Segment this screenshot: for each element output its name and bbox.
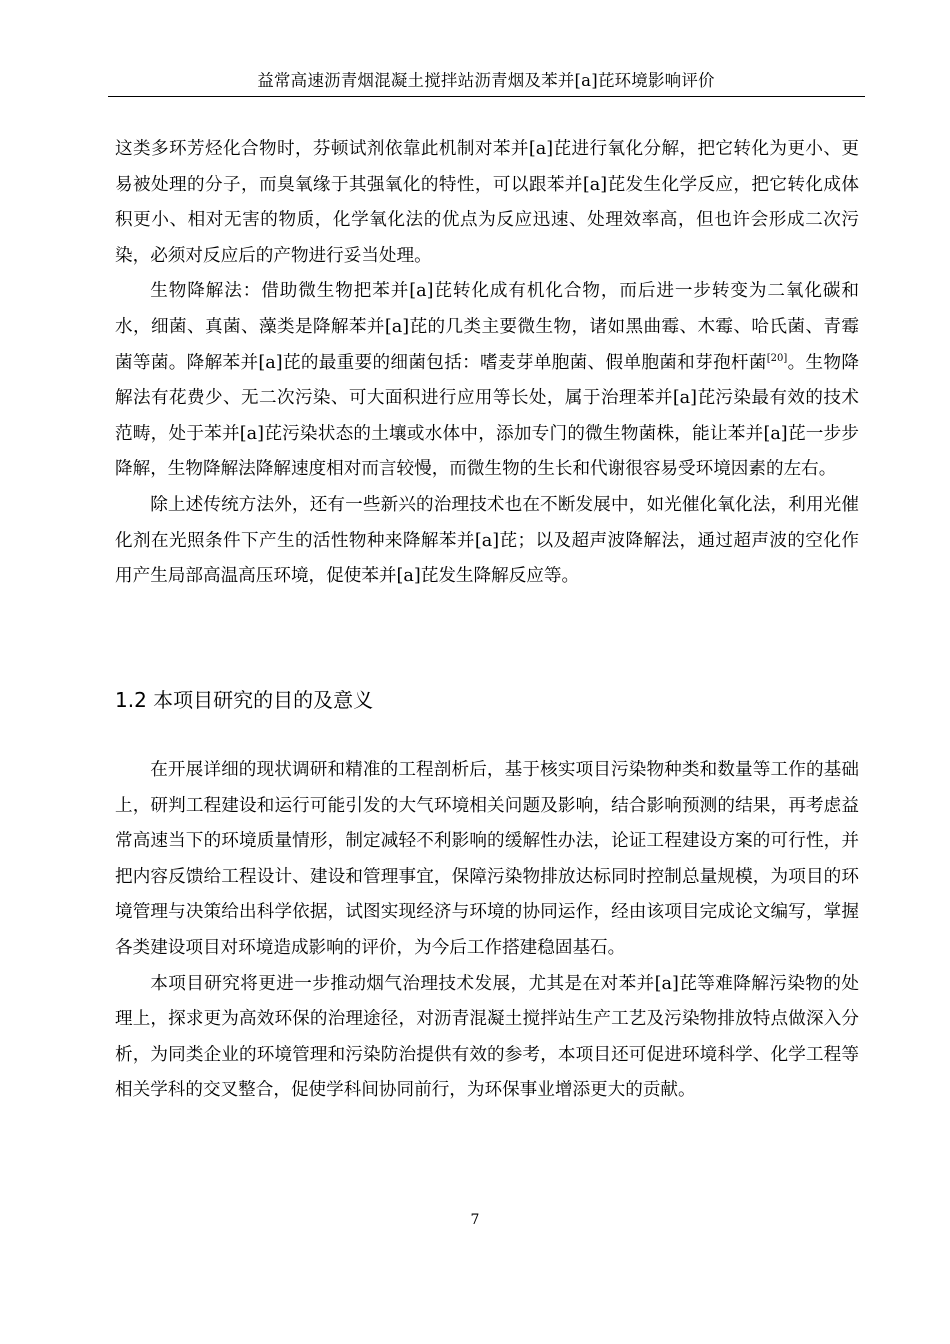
- section-body-text: [115, 753, 859, 1109]
- section-heading: 1.2 本项目研究的目的及意义: [115, 688, 374, 712]
- paragraph-chemical-oxidation: 这类多环芳烃化合物时，芬顿试剂依靠此机制对苯并[a]芘进行氧化分解，把它转化为更小、更易被处理的分子，而臭氧缘于其强氧化的特性，可以跟苯并[a]芘发生化学反应，把它转化成体积更小、相对无害的物质，化学氧化法的优点为反应迅速、处理效率高，但也许会形成二次污染，必须对反应后的产物进行妥当处理。: [115, 139, 859, 266]
- running-header: 益常高速沥青烟混凝土搅拌站沥青烟及苯并[a]芘环境影响评价: [257, 71, 715, 90]
- page-number: 7: [470, 1212, 480, 1228]
- body-text-block: [115, 132, 859, 595]
- paragraph-emerging-methods: 除上述传统方法外，还有一些新兴的治理技术也在不断发展中，如光催化氧化法，利用光催化剂在光照条件下产生的活性物种来降解苯并[a]芘；以及超声波降解法，通过超声波的空化作用产生局部高温高压环境，促使苯并[a]芘发生降解反应等。: [115, 494, 859, 587]
- paragraph-biodegradation: [115, 274, 859, 488]
- paragraph-text: 生物降解法：借助微生物把苯并[a]芘转化成有机化合物，而后进一步转变为二氧化碳和水，细菌、真菌、藻类是降解苯并[a]芘的几类主要微生物，诸如黑曲霉、木霉、哈氏菌、青霉菌等菌。降解苯并[a]芘的最重要的细菌包括：嗜麦芽单胞菌、假单胞菌和芽孢杆菌: [115, 281, 859, 373]
- paragraph-research-significance: 本项目研究将更进一步推动烟气治理技术发展，尤其是在对苯并[a]芘等难降解污染物的处理上，探求更为高效环保的治理途径，对沥青混凝土搅拌站生产工艺及污染物排放特点做深入分析，为同类企业的环境管理和污染防治提供有效的参考，本项目还可促进环境科学、化学工程等相关学科的交叉整合，促使学科间协同前行，为环保事业增添更大的贡献。: [115, 973, 859, 1101]
- header-divider: [108, 96, 865, 97]
- paragraph-text: 。生物降解法有花费少、无二次污染、可大面积进行应用等长处，属于治理苯并[a]芘污染最有效的技术范畴，处于苯并[a]芘污染状态的土壤或水体中，添加专门的微生物菌株，能让苯并[a]芘一步步降解，生物降解法降解速度相对而言较慢，而微生物的生长和代谢很容易受环境因素的左右。: [115, 352, 859, 480]
- citation-reference: [20]: [766, 352, 788, 364]
- paragraph-research-purpose: 在开展详细的现状调研和精准的工程剖析后，基于核实项目污染物种类和数量等工作的基础上，研判工程建设和运行可能引发的大气环境相关问题及影响，结合影响预测的结果，再考虑益常高速当下的环境质量情形，制定减轻不利影响的缓解性办法，论证工程建设方案的可行性，并把内容反馈给工程设计、建设和管理事宜，保障污染物排放达标同时控制总量规模，为项目的环境管理与决策给出科学依据，试图实现经济与环境的协同运作，经由该项目完成论文编写，掌握各类建设项目对环境造成影响的评价，为今后工作搭建稳固基石。: [115, 760, 859, 958]
